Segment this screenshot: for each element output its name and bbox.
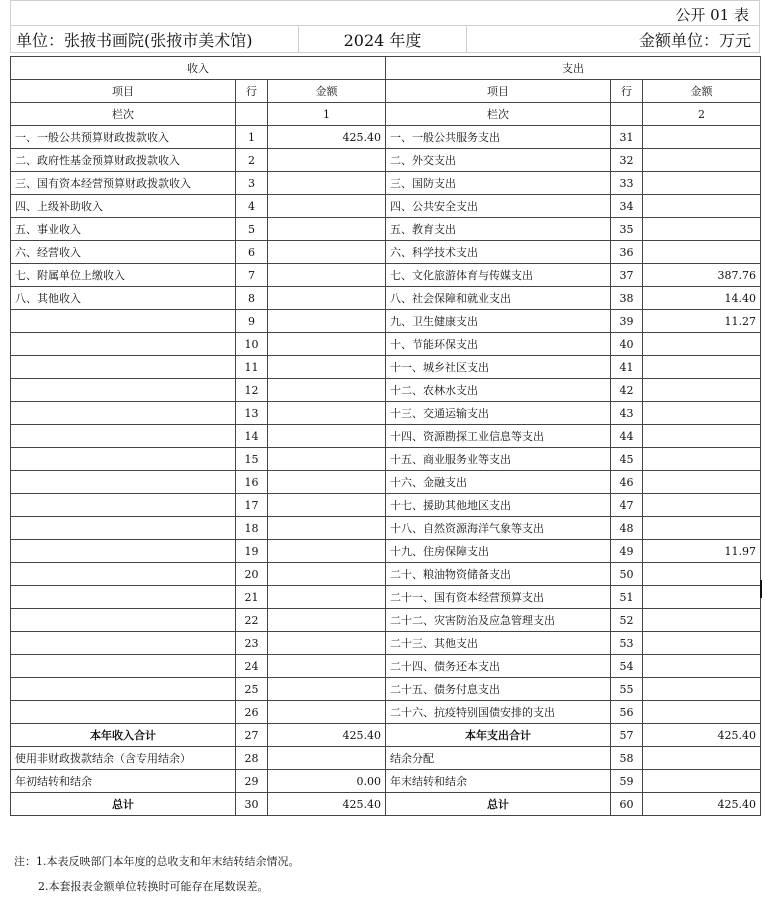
income-item [11,632,236,655]
expense-row-number: 40 [611,333,643,356]
column-header-row [11,80,761,103]
expense-item: 十一、城乡社区支出 [386,356,611,379]
expense-item: 二十四、债务还本支出 [386,655,611,678]
form-number: 公开 01 表 [675,6,749,24]
expense-row-number: 41 [611,356,643,379]
table-row [11,264,761,287]
income-item: 本年收入合计 [11,724,236,747]
expense-amount [643,402,761,425]
income-item [11,655,236,678]
income-item [11,402,236,425]
income-amount-header: 金额 [268,80,386,103]
income-item [11,356,236,379]
table-row [11,287,761,310]
expense-row-number: 46 [611,471,643,494]
expense-amount [643,356,761,379]
income-row-number: 12 [236,379,268,402]
expense-amount [643,678,761,701]
expense-row-number: 49 [611,540,643,563]
income-item [11,678,236,701]
income-amount [268,563,386,586]
notes [14,849,300,899]
expense-item: 本年支出合计 [386,724,611,747]
expense-item: 结余分配 [386,747,611,770]
expense-amount [643,655,761,678]
income-amount: 425.40 [268,724,386,747]
table-row [11,310,761,333]
expense-item: 十、节能环保支出 [386,333,611,356]
expense-amount [643,471,761,494]
table-row [11,517,761,540]
column-order-row [11,103,761,126]
table-row [11,126,761,149]
income-item [11,586,236,609]
table-row [11,241,761,264]
table-row [11,149,761,172]
income-row-number: 17 [236,494,268,517]
income-item [11,517,236,540]
expense-row-number: 58 [611,747,643,770]
expense-amount [643,632,761,655]
expense-row-number: 53 [611,632,643,655]
table-row [11,356,761,379]
expense-item: 年末结转和结余 [386,770,611,793]
income-amount [268,264,386,287]
expense-row-number: 59 [611,770,643,793]
income-amount [268,310,386,333]
form-number-box [10,0,760,25]
income-row-number: 23 [236,632,268,655]
income-row-number: 29 [236,770,268,793]
income-amount [268,402,386,425]
income-row-number: 14 [236,425,268,448]
expense-amount [643,701,761,724]
income-row-number: 5 [236,218,268,241]
table-row [11,609,761,632]
income-amount [268,333,386,356]
expense-item: 二十六、抗疫特别国债安排的支出 [386,701,611,724]
table-row [11,471,761,494]
expense-row-number: 56 [611,701,643,724]
expense-amount: 11.97 [643,540,761,563]
expense-row-number: 51 [611,586,643,609]
report-year: 2024 年度 [299,26,467,52]
expense-row-number: 48 [611,517,643,540]
income-amount [268,195,386,218]
expense-item: 二十二、灾害防治及应急管理支出 [386,609,611,632]
table-row [11,402,761,425]
income-item [11,310,236,333]
income-item: 二、政府性基金预算财政拨款收入 [11,149,236,172]
expense-row-number: 54 [611,655,643,678]
income-item: 六、经营收入 [11,241,236,264]
table-row [11,172,761,195]
expense-column-order-label: 栏次 [386,103,611,126]
income-row-number: 15 [236,448,268,471]
expense-amount [643,747,761,770]
expense-amount [643,609,761,632]
income-row-number: 13 [236,402,268,425]
table-row [11,425,761,448]
income-row-number: 7 [236,264,268,287]
table-row [11,494,761,517]
income-row-number: 4 [236,195,268,218]
expense-item: 六、科学技术支出 [386,241,611,264]
income-item [11,563,236,586]
income-row-number: 27 [236,724,268,747]
income-item [11,701,236,724]
income-amount [268,448,386,471]
expense-amount [643,241,761,264]
expense-amount [643,333,761,356]
table-row [11,701,761,724]
expense-item: 三、国防支出 [386,172,611,195]
expense-item: 七、文化旅游体育与传媒支出 [386,264,611,287]
income-item [11,448,236,471]
income-amount [268,747,386,770]
expense-item: 十九、住房保障支出 [386,540,611,563]
income-row-number: 11 [236,356,268,379]
expense-row-number: 45 [611,448,643,471]
income-row-number: 19 [236,540,268,563]
income-row-number: 24 [236,655,268,678]
income-amount [268,678,386,701]
expense-row-number: 39 [611,310,643,333]
income-row-number: 20 [236,563,268,586]
expense-amount [643,379,761,402]
expense-row-number: 47 [611,494,643,517]
table-row [11,770,761,793]
income-row-number: 2 [236,149,268,172]
income-amount [268,609,386,632]
expense-amount [643,149,761,172]
income-amount [268,517,386,540]
empty-cell [236,103,268,126]
expense-column-number: 2 [643,103,761,126]
expense-amount [643,425,761,448]
income-item: 八、其他收入 [11,287,236,310]
income-item [11,494,236,517]
income-row-number: 3 [236,172,268,195]
table-row [11,379,761,402]
table-row [11,333,761,356]
expense-amount [643,586,761,609]
expense-item: 一、一般公共服务支出 [386,126,611,149]
income-row-number: 16 [236,471,268,494]
table-row [11,448,761,471]
table-row [11,655,761,678]
income-row-number: 10 [236,333,268,356]
expense-row-number: 42 [611,379,643,402]
expense-amount [643,494,761,517]
income-item [11,333,236,356]
expense-row-number: 52 [611,609,643,632]
note-2: 2.本套报表金额单位转换时可能存在尾数误差。 [38,880,269,893]
expense-item: 二、外交支出 [386,149,611,172]
income-amount: 0.00 [268,770,386,793]
income-row-number: 30 [236,793,268,816]
income-amount [268,632,386,655]
expense-item: 二十三、其他支出 [386,632,611,655]
expense-amount [643,195,761,218]
section-header-row [11,57,761,80]
table-row [11,747,761,770]
expense-amount [643,448,761,471]
table-row [11,678,761,701]
expense-amount-header: 金额 [643,80,761,103]
unit-name: 单位：张掖书画院(张掖市美术馆) [11,26,299,52]
expense-item: 十七、援助其他地区支出 [386,494,611,517]
income-amount [268,356,386,379]
income-item: 五、事业收入 [11,218,236,241]
income-item [11,471,236,494]
table-row [11,195,761,218]
expense-amount: 14.40 [643,287,761,310]
expense-row-header: 行 [611,80,643,103]
table-row [11,793,761,816]
income-item [11,609,236,632]
table-row [11,563,761,586]
income-amount [268,172,386,195]
expense-row-number: 50 [611,563,643,586]
expense-item: 二十五、债务付息支出 [386,678,611,701]
expense-row-number: 38 [611,287,643,310]
income-row-header: 行 [236,80,268,103]
income-item: 年初结转和结余 [11,770,236,793]
income-amount: 425.40 [268,793,386,816]
income-row-number: 28 [236,747,268,770]
expense-amount [643,126,761,149]
income-amount [268,379,386,402]
income-amount [268,494,386,517]
expense-item: 九、卫生健康支出 [386,310,611,333]
income-item [11,379,236,402]
expense-row-number: 57 [611,724,643,747]
expense-item: 五、教育支出 [386,218,611,241]
income-row-number: 18 [236,517,268,540]
expense-row-number: 60 [611,793,643,816]
expense-item: 十五、商业服务业等支出 [386,448,611,471]
expense-item: 总计 [386,793,611,816]
expense-item: 二十一、国有资本经营预算支出 [386,586,611,609]
income-row-number: 26 [236,701,268,724]
expense-row-number: 31 [611,126,643,149]
expense-amount: 425.40 [643,793,761,816]
income-amount [268,540,386,563]
income-row-number: 6 [236,241,268,264]
expense-amount: 11.27 [643,310,761,333]
expense-row-number: 44 [611,425,643,448]
expense-row-number: 32 [611,149,643,172]
table-row [11,218,761,241]
empty-cell [611,103,643,126]
expense-item: 十三、交通运输支出 [386,402,611,425]
expense-amount [643,172,761,195]
table-row [11,724,761,747]
income-item: 七、附属单位上缴收入 [11,264,236,287]
table-row [11,540,761,563]
income-amount [268,655,386,678]
income-row-number: 25 [236,678,268,701]
income-amount [268,701,386,724]
income-amount [268,425,386,448]
expense-row-number: 55 [611,678,643,701]
expense-item: 四、公共安全支出 [386,195,611,218]
income-amount [268,241,386,264]
expense-amount [643,218,761,241]
income-item: 总计 [11,793,236,816]
expense-item: 十四、资源勘探工业信息等支出 [386,425,611,448]
expense-item: 二十、粮油物资储备支出 [386,563,611,586]
income-item-header: 项目 [11,80,236,103]
income-column-order-label: 栏次 [11,103,236,126]
income-item: 一、一般公共预算财政拨款收入 [11,126,236,149]
expense-amount: 425.40 [643,724,761,747]
income-item [11,425,236,448]
note-1: 注：1.本表反映部门本年度的总收支和年末结转结余情况。 [14,855,300,868]
income-amount [268,218,386,241]
income-amount: 425.40 [268,126,386,149]
income-amount [268,149,386,172]
income-amount [268,471,386,494]
income-item [11,540,236,563]
table-row [11,586,761,609]
expense-item: 十六、金融支出 [386,471,611,494]
expense-amount [643,563,761,586]
expense-row-number: 36 [611,241,643,264]
expense-row-number: 34 [611,195,643,218]
income-item: 三、国有资本经营预算财政拨款收入 [11,172,236,195]
income-row-number: 22 [236,609,268,632]
expense-row-number: 37 [611,264,643,287]
expense-title: 支出 [386,57,761,80]
report-header [10,25,760,53]
income-column-number: 1 [268,103,386,126]
expense-amount [643,770,761,793]
income-row-number: 9 [236,310,268,333]
expense-item: 十二、农林水支出 [386,379,611,402]
income-row-number: 21 [236,586,268,609]
income-item: 四、上级补助收入 [11,195,236,218]
expense-row-number: 33 [611,172,643,195]
expense-amount: 387.76 [643,264,761,287]
income-item: 使用非财政拨款结余（含专用结余） [11,747,236,770]
income-amount [268,586,386,609]
expense-amount [643,517,761,540]
expense-row-number: 35 [611,218,643,241]
expense-item: 八、社会保障和就业支出 [386,287,611,310]
income-title: 收入 [11,57,386,80]
amount-unit: 金额单位：万元 [638,30,751,50]
income-row-number: 1 [236,126,268,149]
edge-mark [760,580,762,598]
income-amount [268,287,386,310]
income-row-number: 8 [236,287,268,310]
income-expense-table [10,56,761,816]
expense-row-number: 43 [611,402,643,425]
table-row [11,632,761,655]
expense-item: 十八、自然资源海洋气象等支出 [386,517,611,540]
expense-item-header: 项目 [386,80,611,103]
